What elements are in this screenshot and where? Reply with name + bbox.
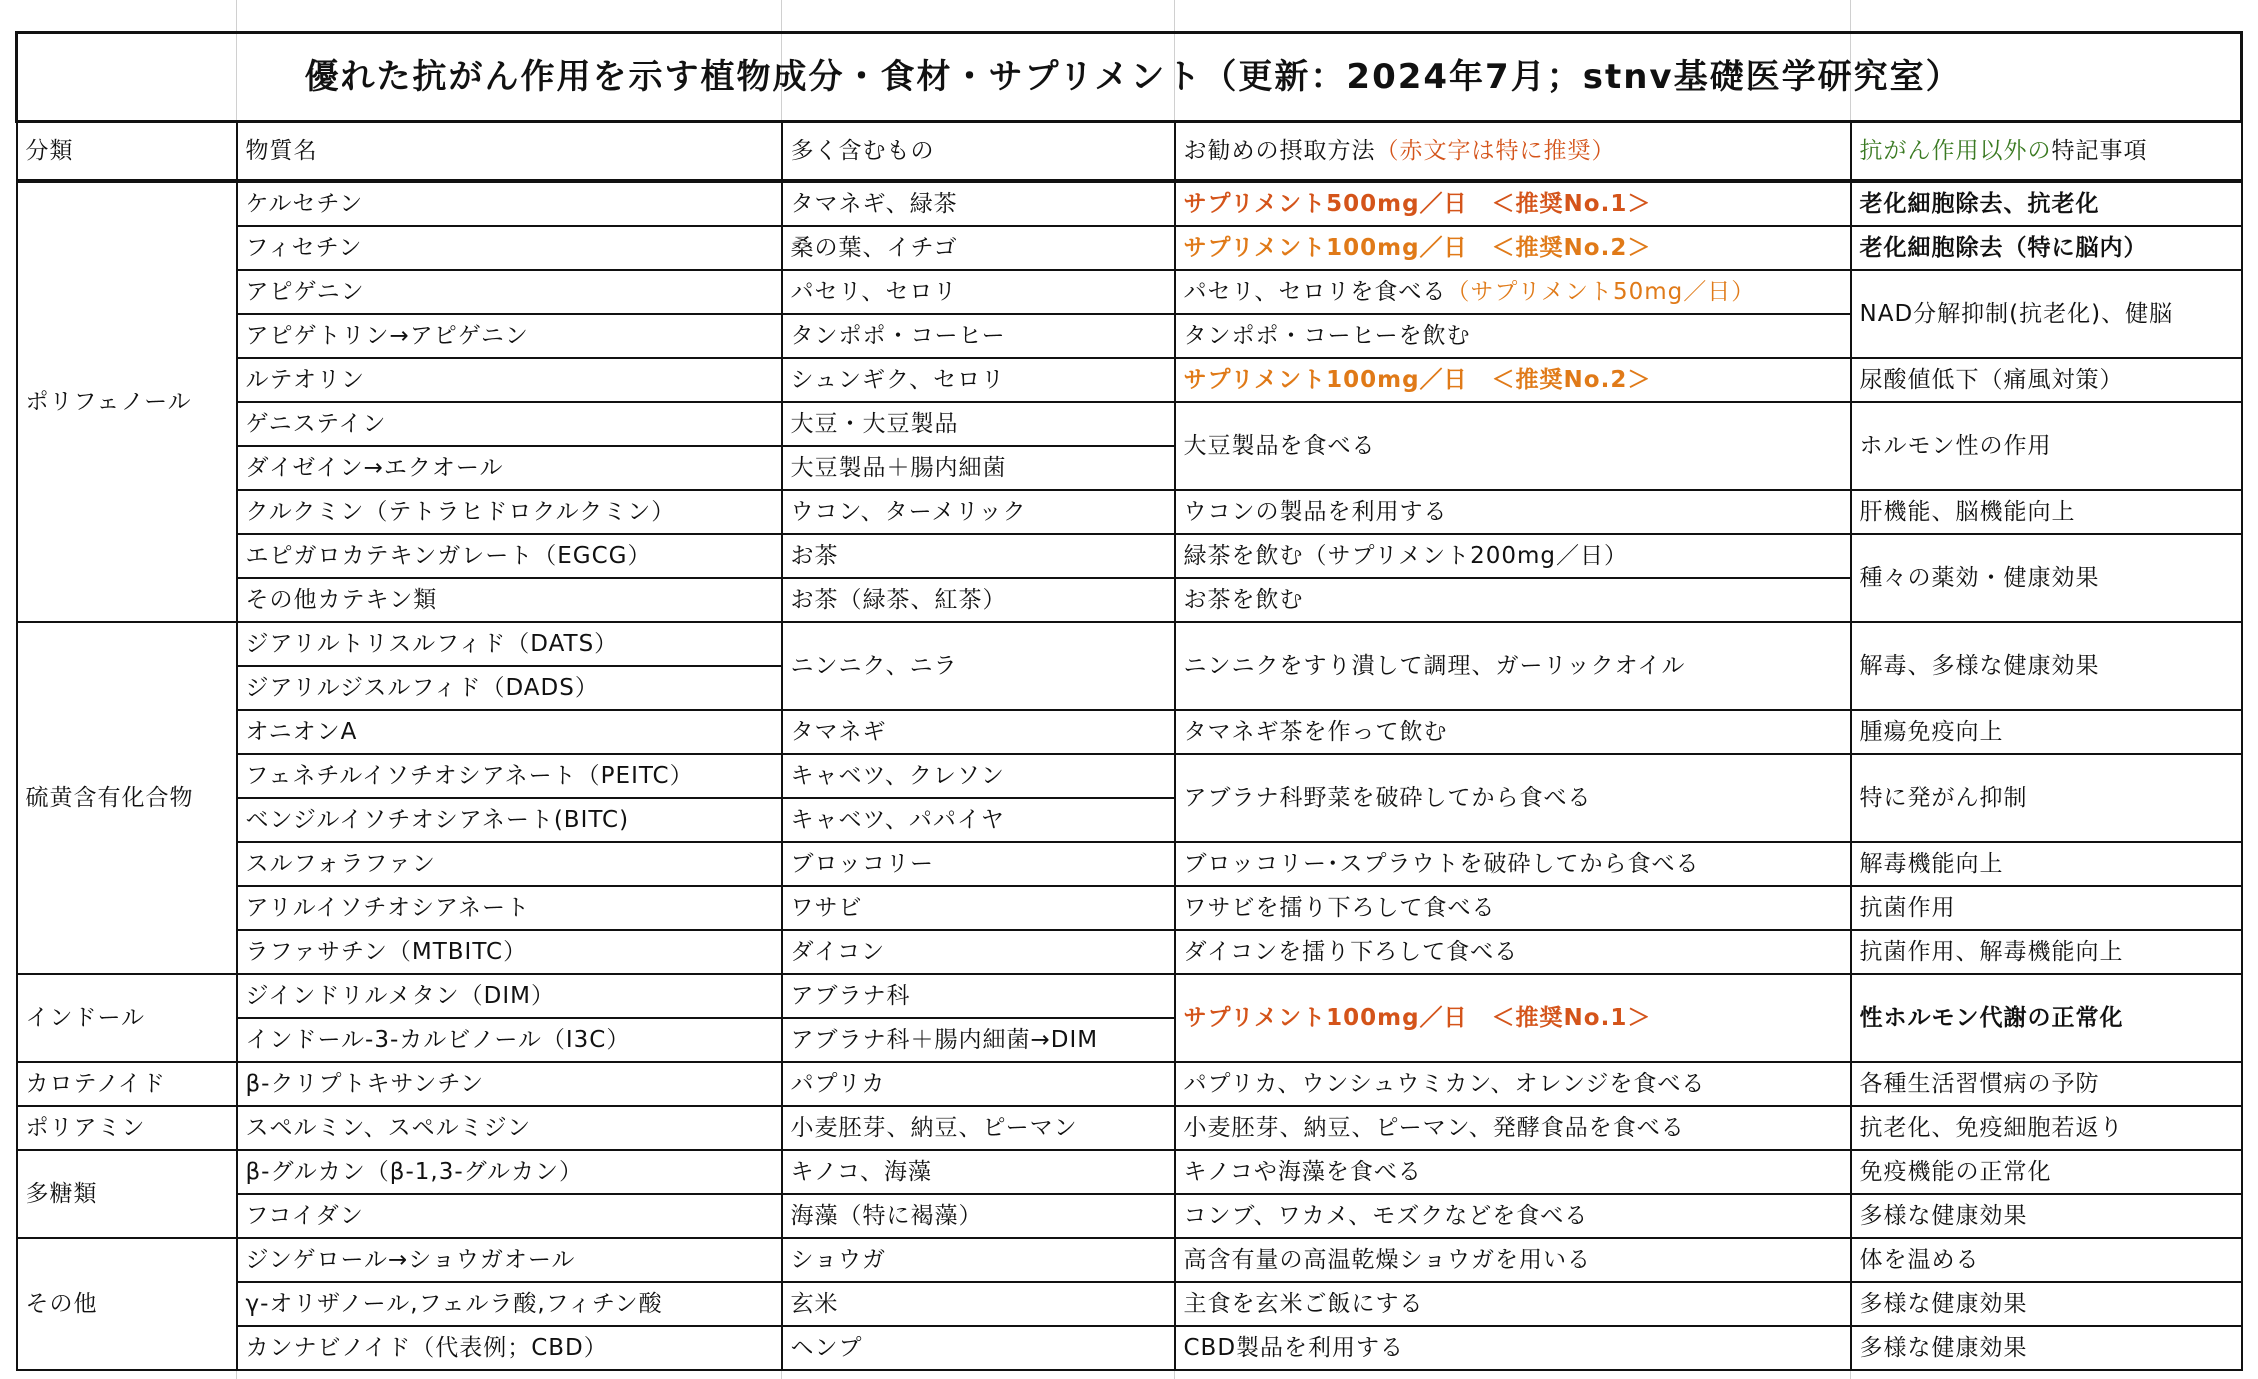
note-cell[interactable]: 尿酸値低下（痛風対策） [1851,358,2242,402]
header-method-label: お勧めの摂取方法 [1183,138,1376,164]
substance-cell[interactable]: オニオンA [237,710,782,754]
source-cell[interactable]: 玄米 [782,1282,1175,1326]
substance-cell[interactable]: アピゲニン [237,270,782,314]
header-notes[interactable] [1851,122,2242,182]
header-substance[interactable]: 物質名 [237,122,782,182]
table-row [17,490,2242,534]
table-row [17,534,2242,578]
source-cell[interactable]: お茶 [782,534,1175,578]
source-cell[interactable]: キャベツ、クレソン [782,754,1175,798]
method-cell[interactable]: ワサビを擂り下ろして食べる [1175,886,1851,930]
source-cell[interactable]: シュンギク、セロリ [782,358,1175,402]
source-cell[interactable]: アブラナ科 [782,974,1175,1018]
method-text: パセリ、セロリを食べる [1183,279,1447,305]
substance-cell[interactable]: スペルミン、スペルミジン [237,1106,782,1150]
substance-cell[interactable]: ルテオリン [237,358,782,402]
method-cell[interactable]: アブラナ科野菜を破砕してから食べる [1175,754,1851,842]
substance-cell[interactable]: インドール-3-カルビノール（I3C） [237,1018,782,1062]
table-row [17,622,2242,666]
note-cell[interactable]: 抗老化、免疫細胞若返り [1851,1106,2242,1150]
note-cell[interactable]: 老化細胞除去、抗老化 [1851,181,2242,226]
note-cell[interactable]: 種々の薬効・健康効果 [1851,534,2242,622]
table-row [17,754,2242,798]
substance-cell[interactable]: フコイダン [237,1194,782,1238]
table-row [17,1062,2242,1106]
method-cell[interactable]: 緑茶を飲む（サプリメント200mg／日） [1175,534,1851,578]
method-cell[interactable]: タマネギ茶を作って飲む [1175,710,1851,754]
substance-cell[interactable]: ジアリルジスルフィド（DADS） [237,666,782,710]
note-cell[interactable]: 解毒機能向上 [1851,842,2242,886]
source-cell[interactable]: ワサビ [782,886,1175,930]
note-cell[interactable]: 特に発がん抑制 [1851,754,2242,842]
table-row [17,270,2242,314]
source-cell[interactable]: タンポポ・コーヒー [782,314,1175,358]
source-cell[interactable]: 大豆製品＋腸内細菌 [782,446,1175,490]
substance-cell[interactable]: カンナビノイド（代表例；CBD） [237,1326,782,1370]
table-row [17,842,2242,886]
note-cell[interactable]: 免疫機能の正常化 [1851,1150,2242,1194]
table-row [17,226,2242,270]
substance-cell[interactable]: ゲニステイン [237,402,782,446]
method-cell[interactable]: ダイコンを擂り下ろして食べる [1175,930,1851,974]
source-cell[interactable]: ウコン、ターメリック [782,490,1175,534]
note-cell[interactable]: 各種生活習慣病の予防 [1851,1062,2242,1106]
substance-cell[interactable]: ジインドリルメタン（DIM） [237,974,782,1018]
header-category[interactable]: 分類 [17,122,237,182]
note-cell[interactable]: 腫瘍免疫向上 [1851,710,2242,754]
substance-cell[interactable]: ラファサチン（MTBITC） [237,930,782,974]
header-method-note: （赤文字は特に推奨） [1375,138,1616,164]
table-row [17,1238,2242,1282]
header-notes-label: 抗がん作用以外の [1859,138,2052,164]
source-cell[interactable]: ニンニク、ニラ [782,622,1175,710]
source-cell[interactable]: ダイコン [782,930,1175,974]
substance-cell[interactable]: スルフォラファン [237,842,782,886]
table-row [17,1194,2242,1238]
source-cell[interactable]: 海藻（特に褐藻） [782,1194,1175,1238]
header-method[interactable] [1175,122,1851,182]
method-cell[interactable]: サプリメント100mg／日 ＜推奨No.2＞ [1175,226,1851,270]
substance-cell[interactable]: その他カテキン類 [237,578,782,622]
substance-cell[interactable]: アピゲトリン→アピゲニン [237,314,782,358]
method-cell[interactable]: 小麦胚芽、納豆、ピーマン、発酵食品を食べる [1175,1106,1851,1150]
source-cell[interactable]: キノコ、海藻 [782,1150,1175,1194]
source-cell[interactable]: タマネギ [782,710,1175,754]
note-cell[interactable]: ホルモン性の作用 [1851,402,2242,490]
category-cell[interactable]: カロテノイド [17,1062,237,1106]
source-cell[interactable]: お茶（緑茶、紅茶） [782,578,1175,622]
substance-cell[interactable]: ベンジルイソチオシアネート(BITC) [237,798,782,842]
substance-cell[interactable]: γ-オリザノール,フェルラ酸,フィチン酸 [237,1282,782,1326]
method-cell[interactable]: サプリメント100mg／日 ＜推奨No.2＞ [1175,358,1851,402]
method-cell[interactable]: 大豆製品を食べる [1175,402,1851,490]
category-cell[interactable]: 多糖類 [17,1150,237,1238]
source-cell[interactable]: アブラナ科＋腸内細菌→DIM [782,1018,1175,1062]
note-cell[interactable]: NAD分解抑制(抗老化)、健脳 [1851,270,2242,358]
substance-cell[interactable]: エピガロカテキンガレート（EGCG） [237,534,782,578]
method-cell[interactable]: ウコンの製品を利用する [1175,490,1851,534]
header-notes-suffix: 特記事項 [2051,138,2148,164]
header-source[interactable]: 多く含むもの [782,122,1175,182]
note-cell[interactable]: 多様な健康効果 [1851,1326,2242,1370]
substance-cell[interactable]: ジアリルトリスルフィド（DATS） [237,622,782,666]
table-row [17,181,2242,226]
table-row [17,402,2242,446]
method-cell[interactable]: サプリメント100mg／日 ＜推奨No.1＞ [1175,974,1851,1062]
category-cell[interactable]: ポリアミン [17,1106,237,1150]
source-cell[interactable]: キャベツ、パパイヤ [782,798,1175,842]
source-cell[interactable]: パセリ、セロリ [782,270,1175,314]
substance-cell[interactable]: ジンゲロール→ショウガオール [237,1238,782,1282]
method-cell[interactable]: サプリメント500mg／日 ＜推奨No.1＞ [1175,181,1851,226]
source-cell[interactable]: ショウガ [782,1238,1175,1282]
source-cell[interactable]: 大豆・大豆製品 [782,402,1175,446]
substance-cell[interactable]: β-グルカン（β-1,3-グルカン） [237,1150,782,1194]
note-cell[interactable]: 老化細胞除去（特に脳内） [1851,226,2242,270]
note-cell[interactable]: 性ホルモン代謝の正常化 [1851,974,2242,1062]
table-row [17,1106,2242,1150]
substance-cell[interactable]: クルクミン（テトラヒドロクルクミン） [237,490,782,534]
supplement-table [15,31,2243,1371]
header-row [17,122,2242,182]
source-cell[interactable]: 小麦胚芽、納豆、ピーマン [782,1106,1175,1150]
table-title[interactable]: 優れた抗がん作用を示す植物成分・食材・サプリメント（更新：2024年7月；stnv基礎医学研究室） [17,33,2242,122]
note-cell[interactable]: 抗菌作用 [1851,886,2242,930]
method-cell[interactable]: タンポポ・コーヒーを飲む [1175,314,1851,358]
source-cell[interactable]: タマネギ、緑茶 [782,181,1175,226]
method-cell[interactable]: CBD製品を利用する [1175,1326,1851,1370]
source-cell[interactable]: ヘンプ [782,1326,1175,1370]
method-cell[interactable]: コンブ、ワカメ、モズクなどを食べる [1175,1194,1851,1238]
substance-cell[interactable]: β-クリプトキサンチン [237,1062,782,1106]
table-row [17,358,2242,402]
table-row [17,1150,2242,1194]
table-row [17,1282,2242,1326]
note-cell[interactable]: 肝機能、脳機能向上 [1851,490,2242,534]
method-cell[interactable]: 高含有量の高温乾燥ショウガを用いる [1175,1238,1851,1282]
table-row [17,930,2242,974]
substance-cell[interactable]: ケルセチン [237,181,782,226]
substance-cell[interactable]: フィセチン [237,226,782,270]
note-cell[interactable]: 解毒、多様な健康効果 [1851,622,2242,710]
method-cell[interactable]: パプリカ、ウンシュウミカン、オレンジを食べる [1175,1062,1851,1106]
method-cell[interactable]: ブロッコリー･スプラウトを破砕してから食べる [1175,842,1851,886]
substance-cell[interactable]: フェネチルイソチオシアネート（PEITC） [237,754,782,798]
substance-cell[interactable]: ダイゼイン→エクオール [237,446,782,490]
method-cell[interactable]: キノコや海藻を食べる [1175,1150,1851,1194]
table-row [17,710,2242,754]
method-extra: （サプリメント50mg／日） [1446,279,1756,305]
method-cell[interactable]: 主食を玄米ご飯にする [1175,1282,1851,1326]
category-cell[interactable]: ポリフェノール [17,181,237,622]
category-cell[interactable]: インドール [17,974,237,1062]
source-cell[interactable]: ブロッコリー [782,842,1175,886]
source-cell[interactable]: 桑の葉、イチゴ [782,226,1175,270]
method-cell[interactable]: ニンニクをすり潰して調理、ガーリックオイル [1175,622,1851,710]
note-cell[interactable]: 多様な健康効果 [1851,1282,2242,1326]
category-cell[interactable]: 硫黄含有化合物 [17,622,237,974]
substance-cell[interactable]: アリルイソチオシアネート [237,886,782,930]
method-cell[interactable]: お茶を飲む [1175,578,1851,622]
method-cell[interactable] [1175,270,1851,314]
table-row [17,886,2242,930]
source-cell[interactable]: パプリカ [782,1062,1175,1106]
table-row [17,974,2242,1018]
table-row [17,1326,2242,1370]
note-cell[interactable]: 抗菌作用、解毒機能向上 [1851,930,2242,974]
category-cell[interactable]: その他 [17,1238,237,1370]
note-cell[interactable]: 多様な健康効果 [1851,1194,2242,1238]
note-cell[interactable]: 体を温める [1851,1238,2242,1282]
